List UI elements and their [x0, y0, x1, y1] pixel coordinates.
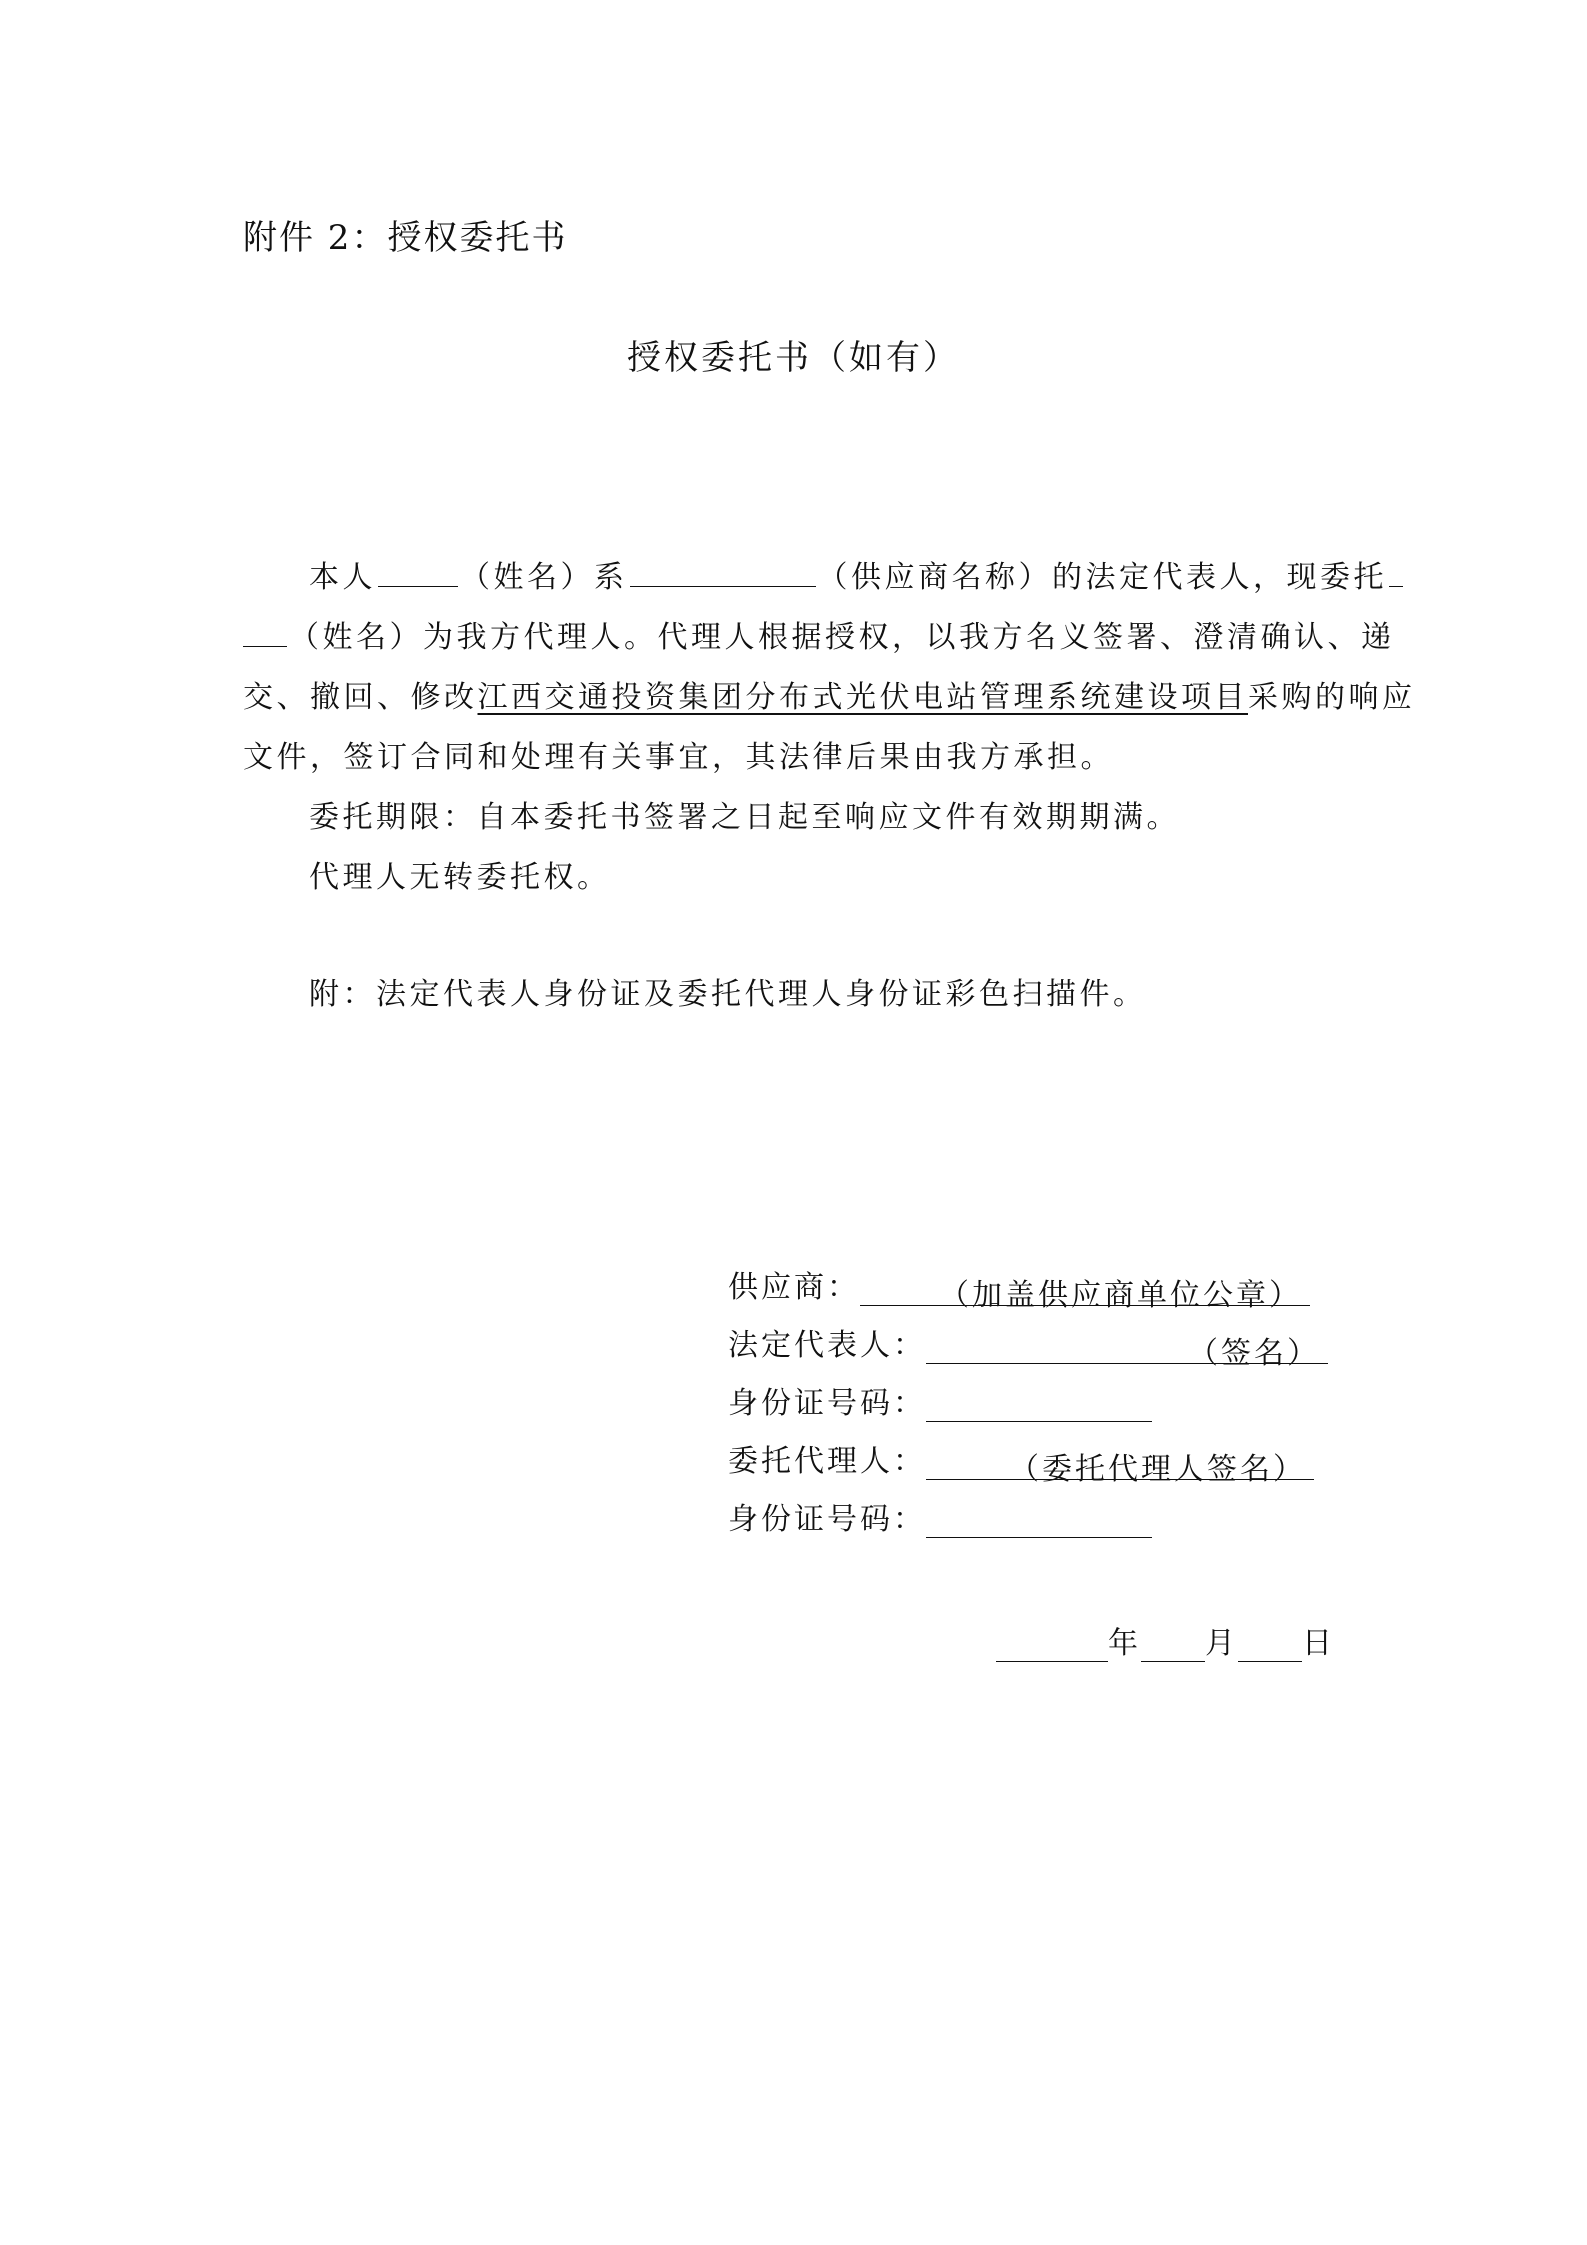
day-blank[interactable] — [1238, 1626, 1302, 1662]
agent-field[interactable] — [926, 1444, 1314, 1487]
id-number-field-1[interactable] — [926, 1386, 1152, 1422]
agent-name-blank-end — [243, 616, 287, 647]
agent-row — [728, 1436, 1314, 1487]
legal-rep-field[interactable] — [926, 1328, 1328, 1371]
month-blank[interactable] — [1141, 1626, 1205, 1662]
text-segment: （姓名）系 — [460, 560, 628, 595]
paragraph-line-1 — [309, 548, 1405, 608]
year-label: 年 — [1108, 1626, 1141, 1661]
agent-note: （委托代理人签名） — [1009, 1452, 1306, 1487]
project-name: 江西交通投资集团分布式光伏电站管理系统建设项目 — [477, 680, 1248, 715]
text-segment: 交、撤回、修改 — [243, 680, 478, 715]
paragraph-line-2 — [243, 608, 1395, 668]
supplier-row — [728, 1262, 1310, 1313]
supplier-field[interactable] — [860, 1270, 1310, 1313]
id-number-row-2 — [728, 1494, 1152, 1538]
period-line: 委托期限：自本委托书签署之日起至响应文件有效期期满。 — [309, 800, 1180, 835]
text-segment: （姓名）为我方代理人。代理人根据授权，以我方名义签署、澄清确认、递 — [289, 620, 1395, 655]
document-title: 授权委托书（如有） — [627, 338, 960, 378]
year-blank[interactable] — [996, 1626, 1108, 1662]
attachment-note: 附：法定代表人身份证及委托代理人身份证彩色扫描件。 — [309, 977, 1147, 1012]
id-number-row-1 — [728, 1378, 1152, 1422]
attachment-heading: 附件 2：授权委托书 — [243, 218, 568, 258]
text-segment: 采购的响应 — [1248, 680, 1416, 715]
supplier-label: 供应商： — [728, 1270, 860, 1305]
date-line — [996, 1618, 1335, 1662]
agent-label: 委托代理人： — [728, 1444, 926, 1479]
supplier-note: （加盖供应商单位公章） — [939, 1278, 1302, 1313]
day-label: 日 — [1302, 1626, 1335, 1661]
paragraph-line-3 — [243, 668, 1416, 728]
name-blank — [378, 556, 458, 587]
legal-rep-label: 法定代表人： — [728, 1328, 926, 1363]
id-number-label: 身份证号码： — [728, 1386, 926, 1421]
paragraph-line-4 — [243, 728, 1114, 788]
legal-rep-note: （签名） — [1188, 1336, 1320, 1371]
month-label: 月 — [1205, 1626, 1238, 1661]
text-segment: 本人 — [309, 560, 376, 595]
supplier-name-blank — [630, 556, 816, 587]
no-sub-delegation-line: 代理人无转委托权。 — [309, 860, 611, 895]
id-number-field-2[interactable] — [926, 1502, 1152, 1538]
legal-rep-row — [728, 1320, 1328, 1371]
text-segment: （供应商名称）的法定代表人，现委托 — [817, 560, 1387, 595]
id-number-label: 身份证号码： — [728, 1502, 926, 1537]
text-segment: 文件，签订合同和处理有关事宜，其法律后果由我方承担。 — [243, 740, 1114, 775]
agent-name-blank-start — [1389, 556, 1403, 587]
